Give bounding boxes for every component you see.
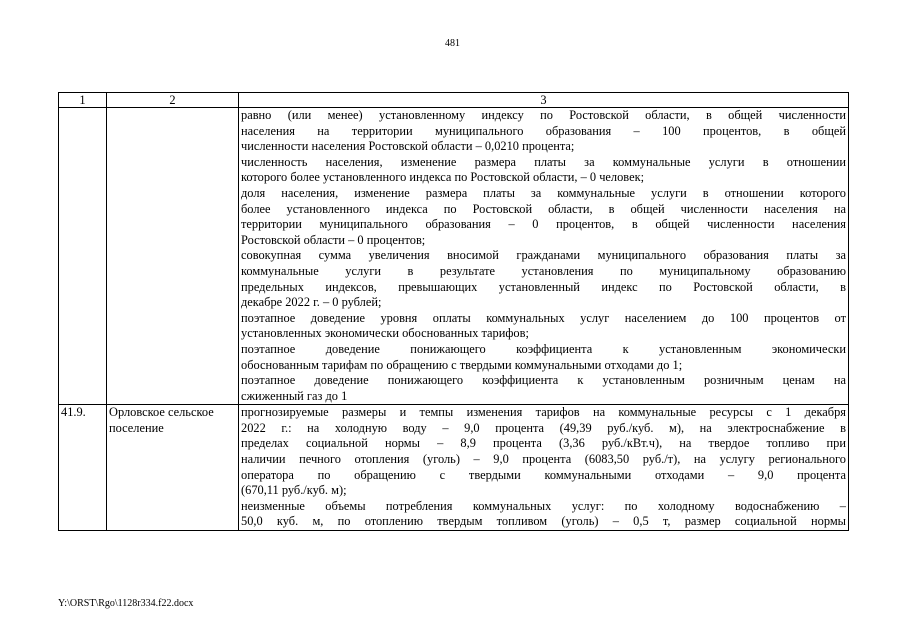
text-line: равно (или менее) установленному индексу по Ростовской области, в общей численности [241,108,846,122]
text-line: поэтапное доведение понижающего коэффициента к установленным экономически [241,341,846,356]
settlement-name-line: поселение [109,420,164,435]
header-col-2: 2 [107,93,239,108]
header-col-1: 1 [59,93,107,108]
table-header-row [59,93,849,108]
row-number [59,108,107,405]
document-table [58,92,849,531]
settlement-name [107,405,239,531]
table-row [59,108,849,405]
document-file-path: Y:\ORST\Rgo\1128r334.f22.docx [58,598,194,609]
text-line: прогнозируемые размеры и темпы изменения тарифов на коммунальные ресурсы с 1 декабря [241,405,846,420]
text-line: наличии печного отопления (уголь) – 9,0 процента (6083,50 руб./т), на услугу регионального [241,452,846,467]
text-line: численности населения Ростовской области – 0,0210 процента; [241,139,575,154]
text-line: 2022 г.: на холодную воду – 9,0 процента (49,39 руб./куб. м), на электроснабжение в [241,420,846,435]
row-description [239,405,849,531]
text-line: поэтапное доведение понижающего коэффициента к установленным розничным ценам на [241,373,846,388]
table-row [59,405,849,531]
text-line: Ростовской области – 0 процентов; [241,232,426,247]
text-line: предельных индексов, превышающих установленный индекс по Ростовской области, в [241,279,846,294]
text-line: обоснованным тарифам по обращению с твердыми коммунальными отходами до 1; [241,357,683,372]
text-line: неизменные объемы потребления коммунальных услуг: по холодному водоснабжению – [241,498,846,513]
text-line: декабре 2022 г. – 0 рублей; [241,295,382,310]
text-line: (670,11 руб./куб. м); [241,483,347,498]
text-line: более установленного индекса по Ростовской области, в общей численности населения на [241,201,846,216]
row-number: 41.9. [59,405,107,531]
text-line: 50,0 куб. м, по отоплению твердым топливом (уголь) – 0,5 т, размер социальной нормы [241,514,846,529]
settlement-name [107,108,239,405]
text-line: территории муниципального образования – 0 процентов, в общей численности населения [241,217,846,232]
text-line: совокупная сумма увеличения вносимой гражданами муниципального образования платы за [241,248,846,263]
page-number: 481 [445,38,460,49]
text-line: численность населения, изменение размера платы за коммунальные услуги в отношении [241,154,846,169]
text-line: пределах социальной нормы – 8,9 процента (3,36 руб./кВт.ч), на твердое топливо при [241,436,846,451]
row-description [239,108,849,405]
header-col-3: 3 [239,93,849,108]
text-line: сжиженный газ до 1 [241,388,348,403]
text-line: которого более установленного индекса по Ростовской области, – 0 человек; [241,170,645,185]
text-line: оператора по обращению с твердыми коммунальными отходами – 9,0 процента [241,467,846,482]
text-line: доля населения, изменение размера платы за коммунальные услуги в отношении которого [241,185,846,200]
settlement-name-line: Орловское сельское [109,405,214,420]
text-line: населения на территории муниципального образования – 100 процентов, в общей [241,123,846,138]
text-line: поэтапное доведение уровня оплаты коммунальных услуг населением до 100 процентов от [241,310,846,325]
text-line: установленных экономически обоснованных тарифов; [241,326,529,341]
text-line: коммунальные услуги в результате установления по муниципальному образованию [241,263,846,278]
